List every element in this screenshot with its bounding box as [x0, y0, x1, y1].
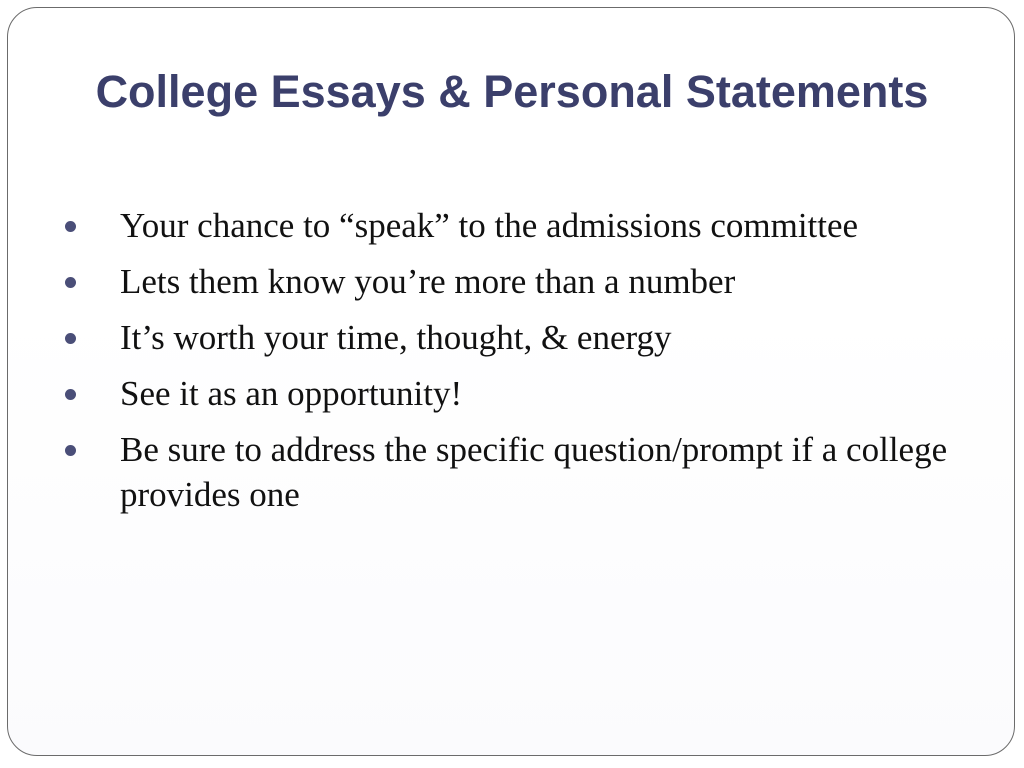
bullet-dot-icon: [65, 221, 76, 232]
bullet-text: It’s worth your time, thought, & energy: [120, 318, 672, 357]
bullet-dot-icon: [65, 333, 76, 344]
bullet-text: Your chance to “speak” to the admissions committee: [120, 206, 859, 245]
bullet-dot-icon: [65, 389, 76, 400]
bullet-list: [62, 203, 962, 528]
bullet-text: Lets them know you’re more than a number: [120, 262, 736, 301]
bullet-dot-icon: [65, 445, 76, 456]
slide-title: College Essays & Personal Statements: [95, 66, 929, 117]
bullet-text: See it as an opportunity!: [120, 374, 463, 413]
bullet-text: Be sure to address the specific question/prompt if a college provides one: [120, 430, 948, 514]
bullet-item: [62, 371, 962, 416]
bullet-dot-icon: [65, 277, 76, 288]
bullet-item: [62, 427, 962, 517]
bullet-item: [62, 203, 962, 248]
bullet-item: [62, 259, 962, 304]
bullet-item: [62, 315, 962, 360]
